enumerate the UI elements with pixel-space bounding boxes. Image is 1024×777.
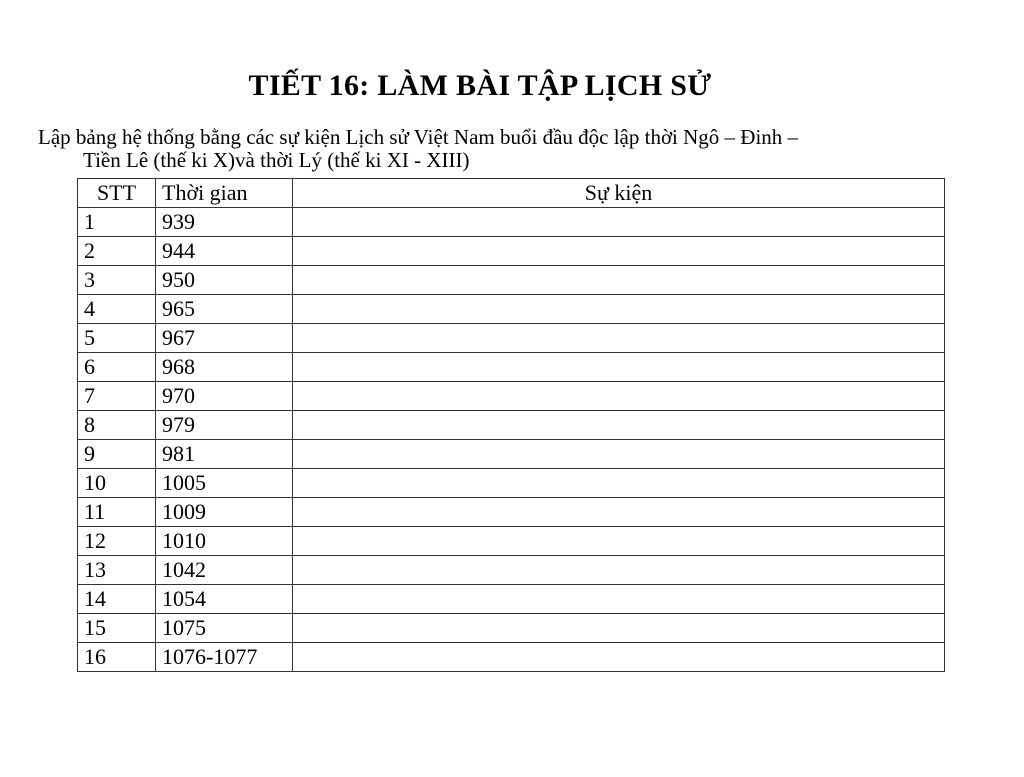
table-row bbox=[78, 266, 945, 295]
table-row bbox=[78, 614, 945, 643]
cell-event[interactable] bbox=[293, 440, 945, 469]
events-table-body bbox=[78, 208, 945, 672]
table-header-row bbox=[78, 179, 945, 208]
header-event: Sự kiện bbox=[293, 179, 945, 208]
instruction-line-1: Lập bảng hệ thống bằng các sự kiện Lịch sử Việt Nam buổi đầu độc lập thời Ngô – Đinh – bbox=[38, 125, 799, 149]
cell-event[interactable] bbox=[293, 411, 945, 440]
table-row bbox=[78, 440, 945, 469]
cell-event[interactable] bbox=[293, 469, 945, 498]
cell-event[interactable] bbox=[293, 353, 945, 382]
cell-time: 968 bbox=[156, 353, 293, 382]
cell-time: 979 bbox=[156, 411, 293, 440]
table-row bbox=[78, 527, 945, 556]
cell-event[interactable] bbox=[293, 643, 945, 672]
cell-stt: 4 bbox=[78, 295, 156, 324]
cell-time: 1009 bbox=[156, 498, 293, 527]
cell-event[interactable] bbox=[293, 527, 945, 556]
cell-event[interactable] bbox=[293, 498, 945, 527]
cell-time: 939 bbox=[156, 208, 293, 237]
cell-time: 1076-1077 bbox=[156, 643, 293, 672]
cell-stt: 11 bbox=[78, 498, 156, 527]
cell-stt: 5 bbox=[78, 324, 156, 353]
cell-stt: 16 bbox=[78, 643, 156, 672]
cell-time: 965 bbox=[156, 295, 293, 324]
table-row bbox=[78, 295, 945, 324]
instruction-line-2: Tiền Lê (thế ki X)và thời Lý (thế ki XI - XIII) bbox=[83, 148, 470, 172]
events-table bbox=[77, 178, 945, 672]
cell-stt: 12 bbox=[78, 527, 156, 556]
cell-time: 1075 bbox=[156, 614, 293, 643]
table-row bbox=[78, 382, 945, 411]
header-stt: STT bbox=[78, 179, 156, 208]
table-row bbox=[78, 643, 945, 672]
table-row bbox=[78, 498, 945, 527]
table-row bbox=[78, 556, 945, 585]
cell-event[interactable] bbox=[293, 208, 945, 237]
cell-stt: 10 bbox=[78, 469, 156, 498]
cell-event[interactable] bbox=[293, 295, 945, 324]
cell-stt: 6 bbox=[78, 353, 156, 382]
instruction-text bbox=[38, 124, 958, 170]
cell-event[interactable] bbox=[293, 556, 945, 585]
cell-stt: 2 bbox=[78, 237, 156, 266]
cell-time: 1042 bbox=[156, 556, 293, 585]
cell-stt: 1 bbox=[78, 208, 156, 237]
cell-stt: 7 bbox=[78, 382, 156, 411]
cell-time: 944 bbox=[156, 237, 293, 266]
cell-time: 1010 bbox=[156, 527, 293, 556]
cell-event[interactable] bbox=[293, 324, 945, 353]
cell-time: 1054 bbox=[156, 585, 293, 614]
cell-stt: 3 bbox=[78, 266, 156, 295]
header-time: Thời gian bbox=[156, 179, 293, 208]
table-row bbox=[78, 411, 945, 440]
cell-time: 970 bbox=[156, 382, 293, 411]
table-row bbox=[78, 353, 945, 382]
cell-event[interactable] bbox=[293, 266, 945, 295]
table-row bbox=[78, 469, 945, 498]
cell-stt: 9 bbox=[78, 440, 156, 469]
cell-event[interactable] bbox=[293, 237, 945, 266]
cell-stt: 13 bbox=[78, 556, 156, 585]
cell-stt: 15 bbox=[78, 614, 156, 643]
cell-event[interactable] bbox=[293, 614, 945, 643]
table-row bbox=[78, 208, 945, 237]
page-title: TIẾT 16: LÀM BÀI TẬP LỊCH SỬ bbox=[248, 69, 712, 102]
table-row bbox=[78, 324, 945, 353]
cell-time: 950 bbox=[156, 266, 293, 295]
table-row bbox=[78, 585, 945, 614]
cell-stt: 8 bbox=[78, 411, 156, 440]
table-row bbox=[78, 237, 945, 266]
cell-event[interactable] bbox=[293, 585, 945, 614]
cell-time: 981 bbox=[156, 440, 293, 469]
cell-event[interactable] bbox=[293, 382, 945, 411]
cell-stt: 14 bbox=[78, 585, 156, 614]
cell-time: 1005 bbox=[156, 469, 293, 498]
cell-time: 967 bbox=[156, 324, 293, 353]
